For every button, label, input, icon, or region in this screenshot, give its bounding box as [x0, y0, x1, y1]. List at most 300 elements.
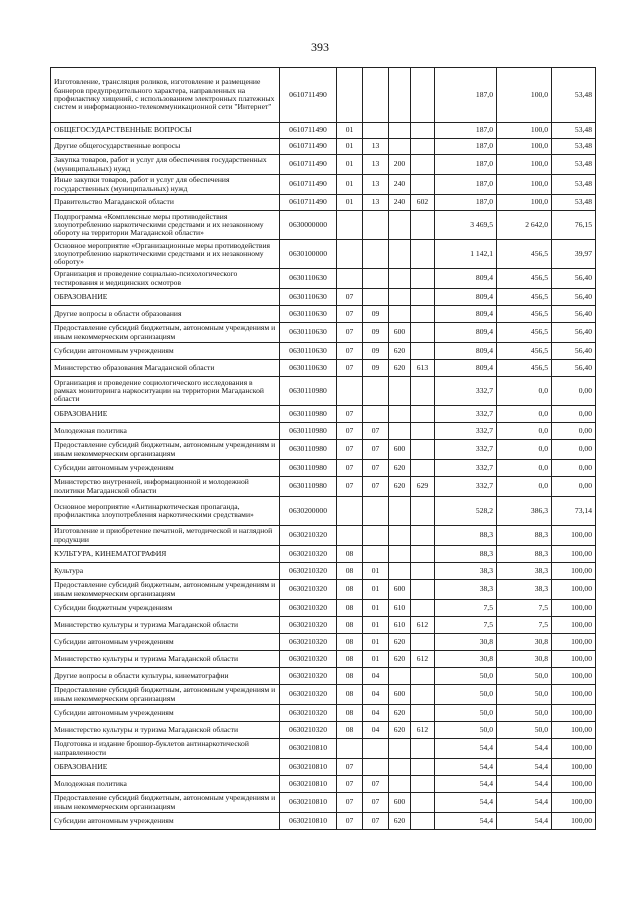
- table-row: [51, 423, 596, 440]
- subsection-code: [363, 240, 389, 269]
- approved-amount: 50,0: [435, 685, 497, 705]
- approved-amount: 54,4: [435, 776, 497, 793]
- target-article-code: 0610711490: [280, 155, 337, 175]
- approved-amount: 7,5: [435, 617, 497, 634]
- table-row: [51, 289, 596, 306]
- expense-type-code: 620: [389, 705, 411, 722]
- table-row: [51, 546, 596, 563]
- executed-amount: 0,0: [497, 440, 552, 460]
- section-code: [337, 377, 363, 406]
- admin-code: 612: [411, 722, 435, 739]
- table-row: [51, 793, 596, 813]
- executed-amount: 38,3: [497, 580, 552, 600]
- target-article-code: 0630110630: [280, 323, 337, 343]
- section-code: [337, 739, 363, 759]
- admin-code: [411, 323, 435, 343]
- section-code: 08: [337, 705, 363, 722]
- executed-amount: 386,3: [497, 497, 552, 526]
- table-row: [51, 580, 596, 600]
- executed-amount: 2 642,0: [497, 211, 552, 240]
- row-name: Министерство культуры и туризма Магаданской области: [51, 617, 280, 634]
- subsection-code: 07: [363, 813, 389, 830]
- subsection-code: [363, 269, 389, 289]
- subsection-code: [363, 526, 389, 546]
- executed-amount: 54,4: [497, 776, 552, 793]
- expense-type-code: [389, 497, 411, 526]
- row-name: ОБРАЗОВАНИЕ: [51, 406, 280, 423]
- admin-code: [411, 776, 435, 793]
- table-row: [51, 175, 596, 195]
- execution-percent: 39,97: [552, 240, 596, 269]
- subsection-code: [363, 68, 389, 123]
- table-row: [51, 68, 596, 123]
- target-article-code: 0630210320: [280, 722, 337, 739]
- admin-code: [411, 139, 435, 155]
- target-article-code: 0630210320: [280, 705, 337, 722]
- subsection-code: 13: [363, 195, 389, 211]
- admin-code: [411, 175, 435, 195]
- row-name: Закупка товаров, работ и услуг для обеспечения государственных (муниципальных) нужд: [51, 155, 280, 175]
- executed-amount: 100,0: [497, 195, 552, 211]
- target-article-code: 0630110980: [280, 477, 337, 497]
- section-code: [337, 497, 363, 526]
- execution-percent: 100,00: [552, 634, 596, 651]
- admin-code: [411, 546, 435, 563]
- expense-type-code: [389, 289, 411, 306]
- section-code: 07: [337, 360, 363, 377]
- executed-amount: 88,3: [497, 546, 552, 563]
- row-name: Организация и проведение социологического исследования в рамках мониторинга наркоситуации на территории Магаданской области: [51, 377, 280, 406]
- execution-percent: 100,00: [552, 793, 596, 813]
- table-row: [51, 563, 596, 580]
- row-name: Субсидии автономным учреждениям: [51, 343, 280, 360]
- executed-amount: 54,4: [497, 793, 552, 813]
- section-code: 01: [337, 123, 363, 139]
- execution-percent: 56,40: [552, 269, 596, 289]
- admin-code: [411, 793, 435, 813]
- table-row: [51, 668, 596, 685]
- table-row: [51, 343, 596, 360]
- approved-amount: 38,3: [435, 580, 497, 600]
- expense-type-code: 600: [389, 685, 411, 705]
- section-code: 07: [337, 423, 363, 440]
- target-article-code: 0610711490: [280, 123, 337, 139]
- expense-type-code: 200: [389, 155, 411, 175]
- row-name: Субсидии автономным учреждениям: [51, 634, 280, 651]
- expense-type-code: 600: [389, 440, 411, 460]
- section-code: 07: [337, 813, 363, 830]
- subsection-code: [363, 377, 389, 406]
- section-code: 08: [337, 634, 363, 651]
- expense-type-code: [389, 306, 411, 323]
- admin-code: [411, 289, 435, 306]
- expense-type-code: [389, 526, 411, 546]
- row-name: Министерство культуры и туризма Магаданской области: [51, 722, 280, 739]
- subsection-code: 09: [363, 323, 389, 343]
- section-code: 07: [337, 306, 363, 323]
- executed-amount: 100,0: [497, 155, 552, 175]
- table-row: [51, 406, 596, 423]
- expense-type-code: 600: [389, 580, 411, 600]
- table-row: [51, 477, 596, 497]
- admin-code: [411, 123, 435, 139]
- table-row: [51, 323, 596, 343]
- subsection-code: [363, 406, 389, 423]
- executed-amount: 0,0: [497, 477, 552, 497]
- row-name: Организация и проведение социально-психологического тестирования и медицинских осмотров: [51, 269, 280, 289]
- subsection-code: 04: [363, 685, 389, 705]
- expense-type-code: 620: [389, 722, 411, 739]
- approved-amount: 38,3: [435, 563, 497, 580]
- section-code: 07: [337, 477, 363, 497]
- admin-code: 613: [411, 360, 435, 377]
- row-name: Изготовление, трансляция роликов, изготовление и размещение баннеров предупредительного характера, направленных на профилактику хищений, с использованием электронных платежных систем и информационно-телекоммуникационной сети "Интернет": [51, 68, 280, 123]
- approved-amount: 54,4: [435, 759, 497, 776]
- subsection-code: 13: [363, 175, 389, 195]
- subsection-code: 04: [363, 705, 389, 722]
- approved-amount: 88,3: [435, 526, 497, 546]
- subsection-code: 01: [363, 634, 389, 651]
- execution-percent: 53,48: [552, 195, 596, 211]
- row-name: ОБЩЕГОСУДАРСТВЕННЫЕ ВОПРОСЫ: [51, 123, 280, 139]
- executed-amount: 456,5: [497, 306, 552, 323]
- section-code: 07: [337, 343, 363, 360]
- table-row: [51, 211, 596, 240]
- approved-amount: 332,7: [435, 406, 497, 423]
- row-name: Предоставление субсидий бюджетным, автономным учреждениям и иным некоммерческим организациям: [51, 793, 280, 813]
- admin-code: 612: [411, 617, 435, 634]
- execution-percent: 56,40: [552, 289, 596, 306]
- row-name: Культура: [51, 563, 280, 580]
- expense-type-code: [389, 68, 411, 123]
- section-code: 01: [337, 195, 363, 211]
- row-name: Изготовление и приобретение печатной, методической и наглядной продукции: [51, 526, 280, 546]
- subsection-code: [363, 123, 389, 139]
- approved-amount: 50,0: [435, 705, 497, 722]
- expense-type-code: [389, 123, 411, 139]
- approved-amount: 809,4: [435, 343, 497, 360]
- page-number: 393: [311, 40, 329, 54]
- approved-amount: 187,0: [435, 195, 497, 211]
- row-name: Министерство внутренней, информационной и молодежной политики Магаданской области: [51, 477, 280, 497]
- expense-type-code: [389, 546, 411, 563]
- execution-percent: 0,00: [552, 406, 596, 423]
- admin-code: [411, 526, 435, 546]
- approved-amount: 332,7: [435, 440, 497, 460]
- admin-code: [411, 497, 435, 526]
- subsection-code: 07: [363, 776, 389, 793]
- admin-code: [411, 240, 435, 269]
- admin-code: [411, 269, 435, 289]
- approved-amount: 528,2: [435, 497, 497, 526]
- subsection-code: 07: [363, 477, 389, 497]
- executed-amount: 456,5: [497, 240, 552, 269]
- row-name: Предоставление субсидий бюджетным, автономным учреждениям и иным некоммерческим организациям: [51, 580, 280, 600]
- execution-percent: 53,48: [552, 139, 596, 155]
- admin-code: [411, 759, 435, 776]
- execution-percent: 100,00: [552, 739, 596, 759]
- target-article-code: 0630110980: [280, 460, 337, 477]
- execution-percent: 76,15: [552, 211, 596, 240]
- section-code: 07: [337, 759, 363, 776]
- row-name: ОБРАЗОВАНИЕ: [51, 289, 280, 306]
- approved-amount: 187,0: [435, 155, 497, 175]
- target-article-code: 0630110630: [280, 360, 337, 377]
- row-name: Подпрограмма «Комплексные меры противодействия злоупотреблению наркотическими средствами и их незаконному обороту на территории Магаданской области»: [51, 211, 280, 240]
- admin-code: [411, 600, 435, 617]
- execution-percent: 53,48: [552, 68, 596, 123]
- executed-amount: 100,0: [497, 139, 552, 155]
- expense-type-code: 620: [389, 360, 411, 377]
- expense-type-code: 240: [389, 195, 411, 211]
- expense-type-code: [389, 668, 411, 685]
- table-row: [51, 306, 596, 323]
- table-row: [51, 497, 596, 526]
- executed-amount: 456,5: [497, 289, 552, 306]
- approved-amount: 332,7: [435, 477, 497, 497]
- row-name: Иные закупки товаров, работ и услуг для обеспечения государственных (муниципальных) нужд: [51, 175, 280, 195]
- admin-code: 602: [411, 195, 435, 211]
- expense-type-code: [389, 269, 411, 289]
- execution-percent: 100,00: [552, 705, 596, 722]
- approved-amount: 809,4: [435, 360, 497, 377]
- approved-amount: 54,4: [435, 793, 497, 813]
- executed-amount: 0,0: [497, 460, 552, 477]
- table-row: [51, 123, 596, 139]
- section-code: [337, 211, 363, 240]
- row-name: Молодежная политика: [51, 776, 280, 793]
- target-article-code: 0630110980: [280, 377, 337, 406]
- section-code: 08: [337, 685, 363, 705]
- target-article-code: 0630000000: [280, 211, 337, 240]
- budget-table: [50, 67, 596, 830]
- table-row: [51, 739, 596, 759]
- execution-percent: 53,48: [552, 155, 596, 175]
- expense-type-code: [389, 563, 411, 580]
- subsection-code: 07: [363, 793, 389, 813]
- target-article-code: 0630110630: [280, 343, 337, 360]
- admin-code: [411, 211, 435, 240]
- executed-amount: 7,5: [497, 600, 552, 617]
- expense-type-code: 620: [389, 813, 411, 830]
- executed-amount: 30,8: [497, 634, 552, 651]
- target-article-code: 0630210320: [280, 685, 337, 705]
- execution-percent: 100,00: [552, 546, 596, 563]
- subsection-code: [363, 497, 389, 526]
- executed-amount: 88,3: [497, 526, 552, 546]
- row-name: Другие общегосударственные вопросы: [51, 139, 280, 155]
- row-name: Правительство Магаданской области: [51, 195, 280, 211]
- target-article-code: 0630210320: [280, 580, 337, 600]
- approved-amount: 88,3: [435, 546, 497, 563]
- approved-amount: 332,7: [435, 377, 497, 406]
- executed-amount: 54,4: [497, 739, 552, 759]
- expense-type-code: 620: [389, 460, 411, 477]
- table-row: [51, 759, 596, 776]
- section-code: 08: [337, 580, 363, 600]
- table-row: [51, 776, 596, 793]
- expense-type-code: 620: [389, 651, 411, 668]
- admin-code: [411, 813, 435, 830]
- executed-amount: 100,0: [497, 175, 552, 195]
- expense-type-code: 610: [389, 617, 411, 634]
- target-article-code: 0630210320: [280, 563, 337, 580]
- execution-percent: 100,00: [552, 600, 596, 617]
- execution-percent: 0,00: [552, 423, 596, 440]
- subsection-code: [363, 739, 389, 759]
- admin-code: [411, 685, 435, 705]
- executed-amount: 456,5: [497, 360, 552, 377]
- execution-percent: 100,00: [552, 526, 596, 546]
- section-code: 08: [337, 617, 363, 634]
- admin-code: [411, 634, 435, 651]
- approved-amount: 809,4: [435, 323, 497, 343]
- executed-amount: 50,0: [497, 722, 552, 739]
- execution-percent: 73,14: [552, 497, 596, 526]
- executed-amount: 456,5: [497, 343, 552, 360]
- table-row: [51, 460, 596, 477]
- target-article-code: 0630210810: [280, 813, 337, 830]
- section-code: 01: [337, 175, 363, 195]
- approved-amount: 54,4: [435, 813, 497, 830]
- admin-code: [411, 68, 435, 123]
- execution-percent: 0,00: [552, 460, 596, 477]
- row-name: Субсидии автономным учреждениям: [51, 813, 280, 830]
- executed-amount: 38,3: [497, 563, 552, 580]
- table-row: [51, 634, 596, 651]
- executed-amount: 456,5: [497, 269, 552, 289]
- execution-percent: 100,00: [552, 776, 596, 793]
- expense-type-code: [389, 776, 411, 793]
- target-article-code: 0630210320: [280, 668, 337, 685]
- section-code: 08: [337, 600, 363, 617]
- target-article-code: 0630210320: [280, 546, 337, 563]
- approved-amount: 809,4: [435, 289, 497, 306]
- section-code: 07: [337, 289, 363, 306]
- admin-code: [411, 460, 435, 477]
- approved-amount: 1 142,1: [435, 240, 497, 269]
- admin-code: [411, 423, 435, 440]
- row-name: Предоставление субсидий бюджетным, автономным учреждениям и иным некоммерческим организациям: [51, 440, 280, 460]
- section-code: 08: [337, 722, 363, 739]
- section-code: 01: [337, 139, 363, 155]
- executed-amount: 0,0: [497, 406, 552, 423]
- execution-percent: 56,40: [552, 323, 596, 343]
- subsection-code: 01: [363, 563, 389, 580]
- row-name: Предоставление субсидий бюджетным, автономным учреждениям и иным некоммерческим организациям: [51, 323, 280, 343]
- execution-percent: 100,00: [552, 668, 596, 685]
- expense-type-code: 620: [389, 343, 411, 360]
- executed-amount: 50,0: [497, 685, 552, 705]
- section-code: 08: [337, 668, 363, 685]
- expense-type-code: [389, 377, 411, 406]
- subsection-code: 09: [363, 360, 389, 377]
- admin-code: [411, 668, 435, 685]
- admin-code: [411, 377, 435, 406]
- subsection-code: 13: [363, 155, 389, 175]
- subsection-code: 07: [363, 440, 389, 460]
- executed-amount: 30,8: [497, 651, 552, 668]
- subsection-code: 01: [363, 600, 389, 617]
- section-code: 08: [337, 563, 363, 580]
- row-name: Субсидии автономным учреждениям: [51, 705, 280, 722]
- target-article-code: 0630210320: [280, 526, 337, 546]
- table-row: [51, 813, 596, 830]
- table-row: [51, 617, 596, 634]
- approved-amount: 809,4: [435, 269, 497, 289]
- approved-amount: 30,8: [435, 634, 497, 651]
- execution-percent: 100,00: [552, 580, 596, 600]
- table-row: [51, 685, 596, 705]
- execution-percent: 56,40: [552, 306, 596, 323]
- table-row: [51, 269, 596, 289]
- table-row: [51, 600, 596, 617]
- execution-percent: 100,00: [552, 759, 596, 776]
- target-article-code: 0630210320: [280, 617, 337, 634]
- target-article-code: 0630110980: [280, 440, 337, 460]
- admin-code: [411, 739, 435, 759]
- execution-percent: 100,00: [552, 651, 596, 668]
- subsection-code: 07: [363, 460, 389, 477]
- expense-type-code: [389, 406, 411, 423]
- section-code: 07: [337, 406, 363, 423]
- target-article-code: 0630110630: [280, 289, 337, 306]
- execution-percent: 56,40: [552, 343, 596, 360]
- table-row: [51, 440, 596, 460]
- expense-type-code: 610: [389, 600, 411, 617]
- row-name: Министерство образования Магаданской области: [51, 360, 280, 377]
- executed-amount: 54,4: [497, 813, 552, 830]
- subsection-code: [363, 289, 389, 306]
- target-article-code: 0610711490: [280, 175, 337, 195]
- expense-type-code: [389, 423, 411, 440]
- row-name: Подготовка и издание брошюр-буклетов антинаркотической направленности: [51, 739, 280, 759]
- row-name: Предоставление субсидий бюджетным, автономным учреждениям и иным некоммерческим организациям: [51, 685, 280, 705]
- table-row: [51, 651, 596, 668]
- target-article-code: 0610711490: [280, 195, 337, 211]
- row-name: Основное мероприятие «Антинаркотическая пропаганда, профилактика злоупотребления наркотическими средствами»: [51, 497, 280, 526]
- executed-amount: 0,0: [497, 377, 552, 406]
- execution-percent: 0,00: [552, 440, 596, 460]
- row-name: Основное мероприятие «Организационные меры противодействия злоупотреблению наркотическими средствами и их незаконному обороту»: [51, 240, 280, 269]
- section-code: [337, 269, 363, 289]
- admin-code: [411, 343, 435, 360]
- execution-percent: 100,00: [552, 813, 596, 830]
- expense-type-code: [389, 240, 411, 269]
- table-row: [51, 155, 596, 175]
- subsection-code: 13: [363, 139, 389, 155]
- execution-percent: 100,00: [552, 722, 596, 739]
- table-row: [51, 377, 596, 406]
- section-code: [337, 526, 363, 546]
- section-code: 07: [337, 460, 363, 477]
- approved-amount: 50,0: [435, 668, 497, 685]
- target-article-code: 0630200000: [280, 497, 337, 526]
- target-article-code: 0630210810: [280, 776, 337, 793]
- target-article-code: 0630110980: [280, 423, 337, 440]
- expense-type-code: [389, 759, 411, 776]
- expense-type-code: 600: [389, 323, 411, 343]
- table-row: [51, 360, 596, 377]
- target-article-code: 0610711490: [280, 68, 337, 123]
- admin-code: [411, 155, 435, 175]
- approved-amount: 7,5: [435, 600, 497, 617]
- execution-percent: 53,48: [552, 123, 596, 139]
- table-row: [51, 722, 596, 739]
- row-name: ОБРАЗОВАНИЕ: [51, 759, 280, 776]
- execution-percent: 0,00: [552, 377, 596, 406]
- admin-code: 612: [411, 651, 435, 668]
